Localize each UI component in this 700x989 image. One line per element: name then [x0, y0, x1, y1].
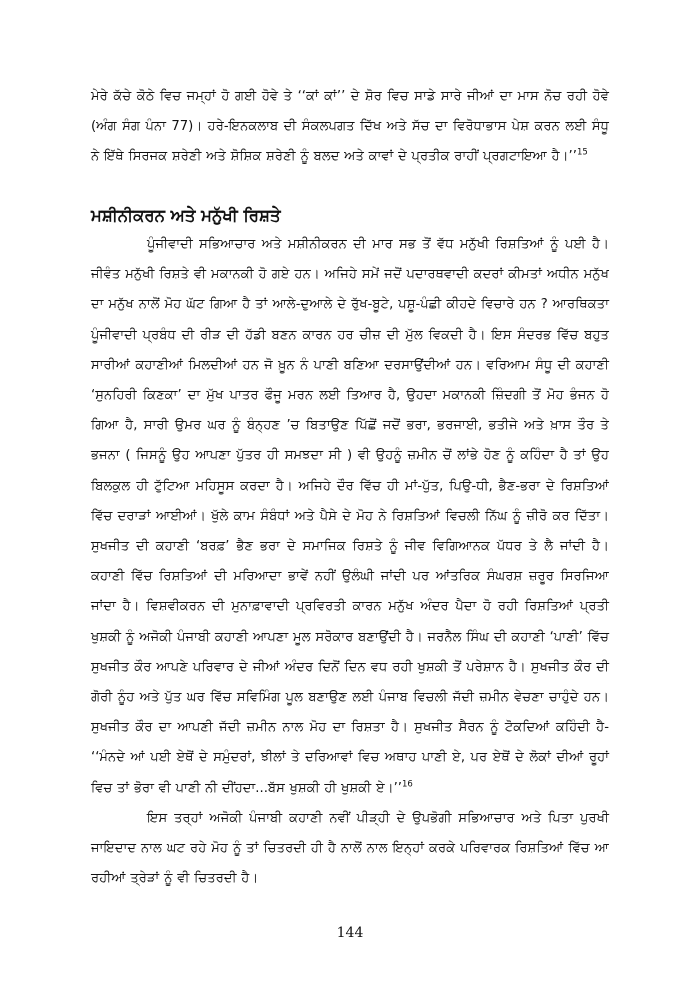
paragraph [91, 82, 609, 173]
footnote-marker: 15 [576, 148, 588, 159]
continuation-paragraph [91, 82, 609, 173]
paragraph-text: ਇਸ ਤਰ੍ਹਾਂ ਅਜੋਕੀ ਪੰਜਾਬੀ ਕਹਾਣੀ ਨਵੀਂ ਪੀੜ੍ਹੀ ਦੇ ਉਪਭੋਗੀ ਸਭਿਆਚਾਰ ਅਤੇ ਪਿਤਾ ਪੁਰਖੀ ਜਾਇਦਾਦ ਨਾਲ ਘਟ ਰਹੇ ਮੋਹ ਨੂੰ ਤਾਂ ਚਿਤਰਦੀ ਹੀ ਹੈ ਨਾਲੋਂ ਨਾਲ ਇਨ੍ਹਾਂ ਕਰਕੇ ਪਰਿਵਾਰਕ ਰਿਸ਼ਤਿਆਂ ਵਿੱਚ ਆ ਰਹੀਆਂ ਤ੍ਰੇੜਾਂ ਨੂੰ ਵੀ ਚਿਤਰਦੀ ਹੈ। [91, 810, 609, 887]
section-body [91, 230, 609, 894]
section-heading: ਮਸ਼ੀਨੀਕਰਨ ਅਤੇ ਮਨੁੱਖੀ ਰਿਸ਼ਤੇ [91, 206, 281, 225]
page-number: 144 [336, 925, 364, 941]
paragraph [91, 230, 609, 804]
footnote-marker: 16 [402, 779, 413, 790]
paragraph [91, 804, 609, 895]
paragraph-text: ਪੂੰਜੀਵਾਦੀ ਸਭਿਆਚਾਰ ਅਤੇ ਮਸ਼ੀਨੀਕਰਨ ਦੀ ਮਾਰ ਸਭ ਤੋਂ ਵੱਧ ਮਨੁੱਖੀ ਰਿਸ਼ਤਿਆਂ ਨੂੰ ਪਈ ਹੈ। ਜੀਵੰਤ ਮਨੁੱਖੀ ਰਿਸ਼ਤੇ ਵੀ ਮਕਾਨਕੀ ਹੋ ਗਏ ਹਨ। ਅਜਿਹੇ ਸਮੇਂ ਜਦੋਂ ਪਦਾਰਥਵਾਦੀ ਕਦਰਾਂ ਕੀਮਤਾਂ ਅਧੀਨ ਮਨੁੱਖ ਦਾ ਮਨੁੱਖ ਨਾਲੋਂ ਮੋਹ ਘੱਟ ਗਿਆ ਹੈ ਤਾਂ ਆਲੇ-ਦੁਆਲੇ ਦੇ ਰੁੱਖ-ਬੂਟੇ, ਪਸ਼ੂ-ਪੰਛੀ ਕੀਹਦੇ ਵਿਚਾਰੇ ਹਨ ? ਆਰਥਿਕਤਾ ਪੂੰਜੀਵਾਦੀ ਪ੍ਰਬੰਧ ਦੀ ਰੀੜ ਦੀ ਹੱਡੀ ਬਣਨ ਕਾਰਨ ਹਰ ਚੀਜ਼ ਦੀ ਮੁੱਲ ਵਿਕਦੀ ਹੈ। ਇਸ ਸੰਦਰਭ ਵਿੱਚ ਬਹੁਤ ਸਾਰੀਆਂ ਕਹਾਣੀਆਂ ਮਿਲਦੀਆਂ ਹਨ ਜੋ ਖ਼ੂਨ ਨੰ ਪਾਣੀ ਬਣਿਆ ਦਰਸਾਉਂਦੀਆਂ ਹਨ। ਵਰਿਆਮ ਸੰਧੂ ਦੀ ਕਹਾਣੀ ‘ਸੁਨਹਿਰੀ ਕਿਣਕਾ’ ਦਾ ਮੁੱਖ ਪਾਤਰ ਫੌਜੂ ਮਰਨ ਲਈ ਤਿਆਰ ਹੈ, ਉਹਦਾ ਮਕਾਨਕੀ ਜ਼ਿੰਦਗੀ ਤੋਂ ਮੋਹ ਭੰਜਨ ਹੋ ਗਿਆ ਹੈ, ਸਾਰੀ ਉਮਰ ਘਰ ਨੂੰ ਬੰਨ੍ਹਣ ’ਚ ਬਿਤਾਉਣ ਪਿੱਛੋਂ ਜਦੋਂ ਭਰਾ, ਭਰਜਾਈ, ਭਤੀਜੇ ਅਤੇ ਖ਼ਾਸ ਤੌਰ ਤੇ ਭਜਨਾ ( ਜਿਸਨੂੰ ਉਹ ਆਪਣਾ ਪੁੱਤਰ ਹੀ ਸਮਝਦਾ ਸੀ ) ਵੀ ਉਹਨੂੰ ਜ਼ਮੀਨ ਚੋਂ ਲਾਂਭੇ ਹੋਣ ਨੂੰ ਕਹਿੰਦਾ ਹੈ ਤਾਂ ਉਹ ਬਿਲਕੁਲ ਹੀ ਟੁੱਟਿਆ ਮਹਿਸੂਸ ਕਰਦਾ ਹੈ। ਅਜਿਹੇ ਦੌਰ ਵਿੱਚ ਹੀ ਮਾਂ-ਪੁੱਤ, ਪਿਉ-ਧੀ, ਭੈਣ-ਭਰਾ ਦੇ ਰਿਸ਼ਤਿਆਂ ਵਿੱਚ ਦਰਾੜਾਂ ਆਈਆਂ। ਖੁੱਲੇ ਕਾਮ ਸੰਬੰਧਾਂ ਅਤੇ ਪੈਸੇ ਦੇ ਮੋਹ ਨੇ ਰਿਸ਼ਤਿਆਂ ਵਿਚਲੀ ਨਿੱਘ ਨੂੰ ਜ਼ੀਰੋ ਕਰ ਦਿੱਤਾ। ਸੁਖਜੀਤ ਦੀ ਕਹਾਣੀ ‘ਬਰਫ਼’ ਭੈਣ ਭਰਾ ਦੇ ਸਮਾਜਿਕ ਰਿਸ਼ਤੇ ਨੂੰ ਜੀਵ ਵਿਗਿਆਨਕ ਪੱਧਰ ਤੇ ਲੈ ਜਾਂਦੀ ਹੈ। ਕਹਾਣੀ ਵਿੱਚ ਰਿਸ਼ਤਿਆਂ ਦੀ ਮਰਿਆਦਾ ਭਾਵੇਂ ਨਹੀਂ ਉਲੰਘੀ ਜਾਂਦੀ ਪਰ ਆਂਤਰਿਕ ਸੰਘਰਸ਼ ਜ਼ਰੂਰ ਸਿਰਜਿਆ ਜਾਂਦਾ ਹੈ। ਵਿਸ਼ਵੀਕਰਨ ਦੀ ਮੁਨਾਫ਼ਾਵਾਦੀ ਪ੍ਰਵਿਰਤੀ ਕਾਰਨ ਮਨੁੱਖ ਅੰਦਰ ਪੈਦਾ ਹੋ ਰਹੀ ਰਿਸ਼ਤਿਆਂ ਪ੍ਰਤੀ ਖੁਸ਼ਕੀ ਨੂੰ ਅਜੋਕੀ ਪੰਜਾਬੀ ਕਹਾਣੀ ਆਪਣਾ ਮੂਲ ਸਰੋਕਾਰ ਬਣਾਉਂਦੀ ਹੈ। ਜਰਨੈਲ ਸਿੰਘ ਦੀ ਕਹਾਣੀ ‘ਪਾਣੀ’ ਵਿੱਚ ਸੁਖਜੀਤ ਕੌਰ ਆਪਣੇ ਪਰਿਵਾਰ ਦੇ ਜੀਆਂ ਅੰਦਰ ਦਿਨੋਂ ਦਿਨ ਵਧ ਰਹੀ ਖੁਸ਼ਕੀ ਤੋਂ ਪਰੇਸ਼ਾਨ ਹੈ। ਸੁਖਜੀਤ ਕੌਰ ਦੀ ਗੋਰੀ ਨੂੰਹ ਅਤੇ ਪੁੱਤ ਘਰ ਵਿੱਚ ਸਵਿਮਿੰਗ ਪੂਲ ਬਣਾਉਣ ਲਈ ਪੰਜਾਬ ਵਿਚਲੀ ਜੱਦੀ ਜ਼ਮੀਨ ਵੇਚਣਾ ਚਾਹੁੰਦੇ ਹਨ। ਸੁਖਜੀਤ ਕੌਰ ਦਾ ਆਪਣੀ ਜੱਦੀ ਜ਼ਮੀਨ ਨਾਲ ਮੋਹ ਦਾ ਰਿਸ਼ਤਾ ਹੈ। ਸੁਖਜੀਤ ਸੈਰਨ ਨੂੰ ਟੋਕਦਿਆਂ ਕਹਿੰਦੀ ਹੈ- ‘‘ਮੰਨਦੇ ਆਂ ਪਈ ਏਥੋਂ ਦੇ ਸਮੁੰਦਰਾਂ, ਝੀਲਾਂ ਤੇ ਦਰਿਆਵਾਂ ਵਿਚ ਅਥਾਹ ਪਾਣੀ ਏ, ਪਰ ਏਥੋਂ ਦੇ ਲੋਕਾਂ ਦੀਆਂ ਰੂਹਾਂ ਵਿਚ ਤਾਂ ਭੋਰਾ ਵੀ ਪਾਣੀ ਨੀ ਦੀਂਹਦਾ...ਬੱਸ ਖੁਸ਼ਕੀ ਹੀ ਖੁਸ਼ਕੀ ਏ।’’ [91, 237, 609, 796]
paragraph-text: ਮੇਰੇ ਕੱਚੇ ਕੋਠੇ ਵਿਚ ਜਮ੍ਹਾਂ ਹੋ ਗਈ ਹੋਵੇ ਤੇ ‘‘ਕਾਂ ਕਾਂ’’ ਦੇ ਸ਼ੋਰ ਵਿਚ ਸਾਡੇ ਸਾਰੇ ਜੀਆਂ ਦਾ ਮਾਸ ਨੋਚ ਰਹੀ ਹੋਵੇ (ਅੰਗ ਸੰਗ ਪੰਨਾ 77)। ਹਰੇ-ਇਨਕਲਾਬ ਦੀ ਸੰਕਲਪਗਤ ਦਿੱਖ ਅਤੇ ਸੱਚ ਦਾ ਵਿਰੋਧਾਭਾਸ ਪੇਸ਼ ਕਰਨ ਲਈ ਸੰਧੂ ਨੇ ਇੱਥੇ ਸਿਰਜਕ ਸ਼ਰੇਣੀ ਅਤੇ ਸ਼ੋਸ਼ਿਕ ਸ਼ਰੇਣੀ ਨੂੰ ਬਲਦ ਅਤੇ ਕਾਵਾਂ ਦੇ ਪ੍ਰਤੀਕ ਰਾਹੀਂ ਪ੍ਰਗਟਾਇਆ ਹੈ।’’ [91, 89, 609, 165]
